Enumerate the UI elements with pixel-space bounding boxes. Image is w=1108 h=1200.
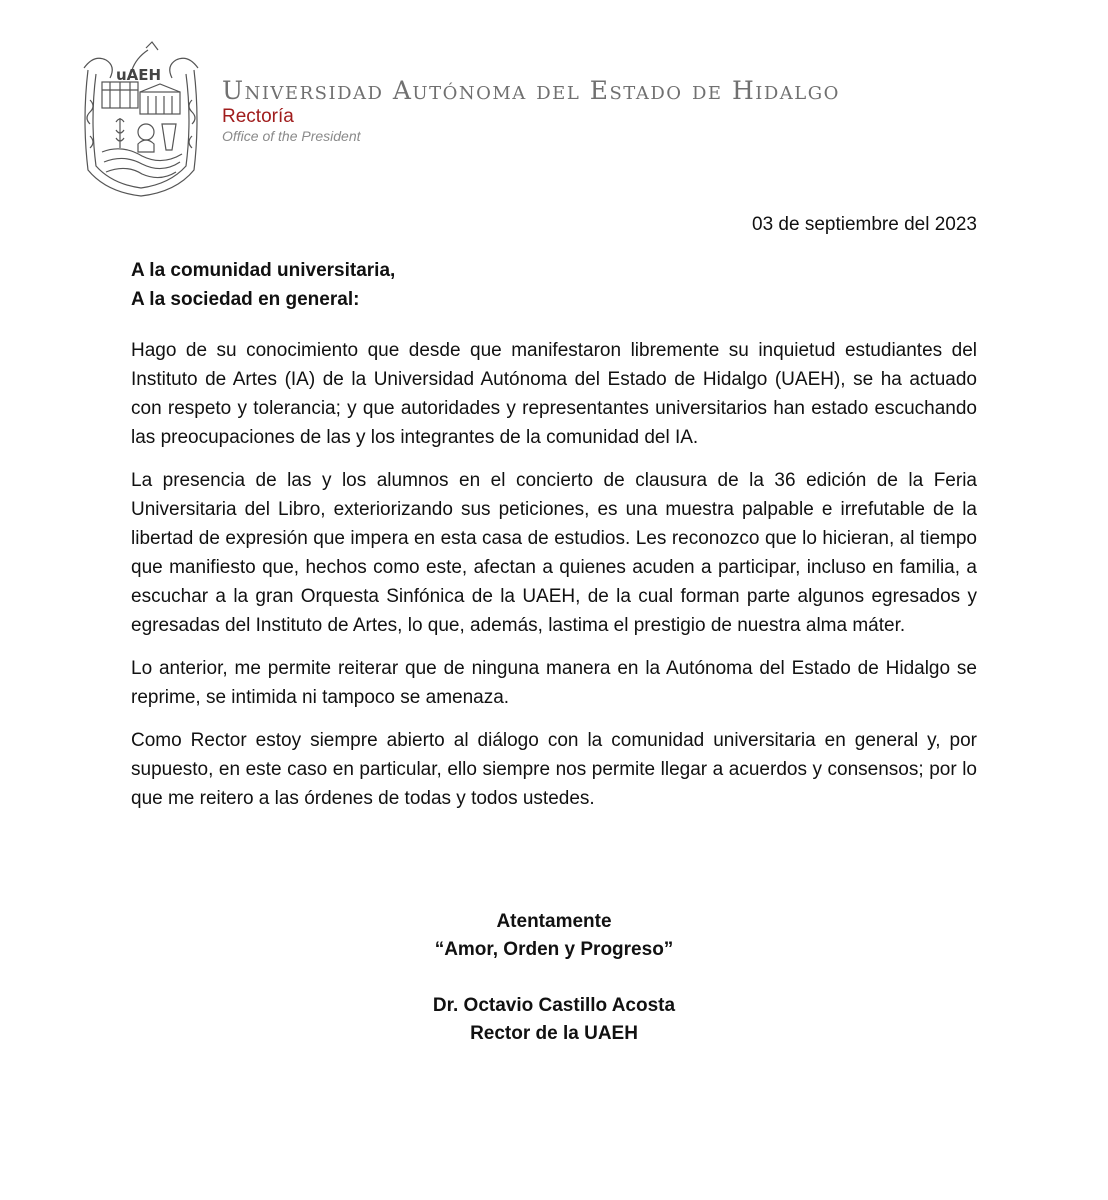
office-name: Rectoría	[222, 106, 294, 127]
office-name-english: Office of the President	[222, 128, 361, 144]
body-paragraph: Como Rector estoy siempre abierto al diálogo con la comunidad universitaria en general y, por supuesto, en este caso en particular, ello siempre nos permite llegar a acuerdos y consensos; por lo que me reitero a las órdenes de todas y todos ustedes.	[131, 730, 977, 809]
greeting-line: A la sociedad en general:	[131, 289, 360, 310]
university-seal-icon	[76, 40, 206, 200]
greeting	[131, 256, 395, 314]
letter-date: 03 de septiembre del 2023	[752, 214, 977, 235]
body-paragraph: La presencia de las y los alumnos en el concierto de clausura de la 36 edición de la Feria Universitaria del Libro, exteriorizando sus peticiones, es una muestra palpable e irrefutable de la libertad de expresión que impera en esta casa de estudios. Les reconozco que lo hicieran, al tiempo que manifiesto que, hechos como este, afectan a quienes acuden a participar, incluso en familia, a escuchar a la gran Orquesta Sinfónica de la UAEH, de la cual forman parte algunos egresados y egresadas del Instituto de Artes, lo que, además, lastima el prestigio de nuestra alma máter.	[131, 470, 977, 636]
letter-body	[131, 336, 977, 827]
signature-block	[354, 908, 754, 1048]
signer-name: Dr. Octavio Castillo Acosta	[432, 995, 676, 1016]
signer-title: Rector de la UAEH	[470, 1023, 638, 1044]
university-name: Universidad Autónoma del Estado de Hidalgo	[222, 76, 840, 105]
closing-motto: “Amor, Orden y Progreso”	[434, 939, 674, 960]
svg-text:uAEH: uAEH	[116, 66, 162, 84]
closing-salutation: Atentamente	[496, 911, 612, 932]
greeting-line: A la comunidad universitaria,	[131, 260, 396, 281]
body-paragraph: Hago de su conocimiento que desde que manifestaron libremente su inquietud estudiantes del Instituto de Artes (IA) de la Universidad Autónoma del Estado de Hidalgo (UAEH), se ha actuado con respeto y tolerancia; y que autoridades y representantes universitarios han estado escuchando las preocupaciones de las y los integrantes de la comunidad del IA.	[131, 340, 977, 448]
body-paragraph: Lo anterior, me permite reiterar que de ninguna manera en la Autónoma del Estado de Hidalgo se reprime, se intimida ni tampoco se amenaza.	[131, 658, 977, 708]
letterhead	[76, 40, 876, 200]
